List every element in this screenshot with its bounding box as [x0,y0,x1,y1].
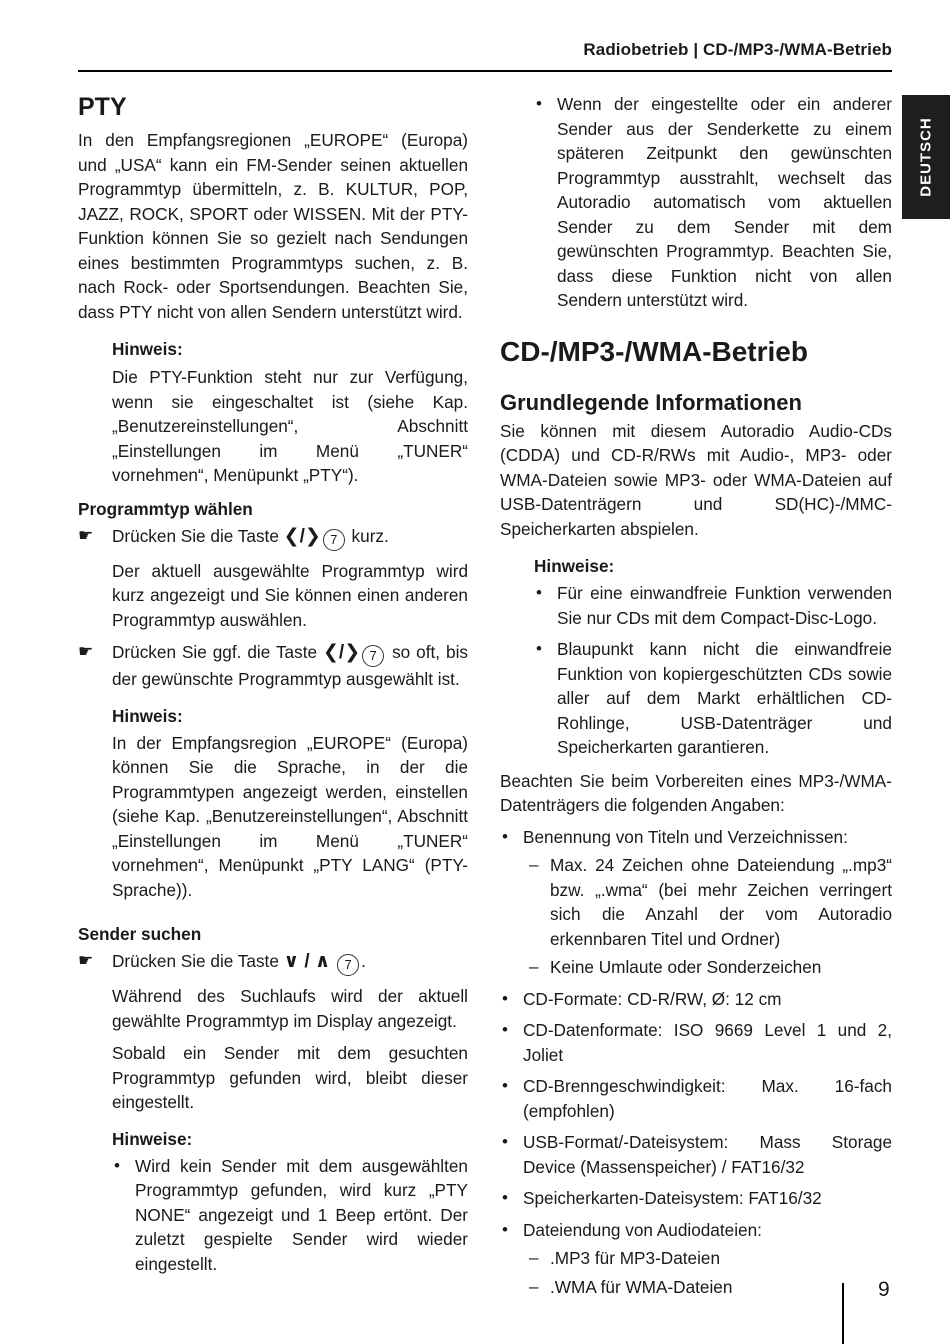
list-item-text: Benennung von Titeln und Verzeichnissen: [523,826,848,847]
dash-marker: – [529,855,539,874]
step-text-end: kurz. [346,525,389,546]
prep-paragraph: Beachten Sie beim Vorbereiten eines MP3-/WMA-Datenträgers die folgenden Angaben: [500,770,892,815]
header-title: Radiobetrieb | CD-/MP3-/WMA-Betrieb [583,40,892,59]
list-item-text: Blaupunkt kann nicht die einwandfreie Funktion von kopiergeschützten CDs sowie aller auf dem Markt erhältlichen CD-Rohlinge, USB-Datenträger und Speicherkarten garantieren. [557,639,892,757]
note-title-3: Hinweise: [112,1128,193,1149]
sub-list-item [523,1275,892,1300]
list-item-text: Wird kein Sender mit dem ausgewählten Programmtyp gefunden, wird kurz „PTY NONE“ angezeigt und 1 Beep ertönt. Der zuletzt gespielte Sender wird wieder eingestellt. [135,1155,468,1274]
list-item [500,1186,892,1211]
list-item-text: CD-Brenngeschwindigkeit: Max. 16-fach (empfohlen) [523,1076,892,1121]
programmtyp-heading: Programmtyp wählen [78,498,253,519]
dash-marker: – [529,957,539,976]
sub-list-item-text: Keine Umlaute oder Sonderzeichen [550,957,822,977]
note-box-1 [112,337,468,488]
note-text-2: In der Empfangsregion „EUROPE“ (Europa) können Sie die Sprache, in der die Programmtypen angezeigt werden, einstellen (siehe Kap. „Benutzereinstellungen“, Abschnitt „Einstellungen im Menü „TUNER“ vornehmen“, Menüpunkt „PTY LANG“ (PTY-Sprache)). [112,732,468,900]
bullet-marker: • [502,1188,508,1207]
bullet-marker: • [536,583,542,602]
sub-list-item-text: Max. 24 Zeichen ohne Dateiendung „.mp3“ bzw. „.wma“ (bei mehr Zeichen verringert sich die Anzahl der vom Autoradio erkennbaren Titel und Ordner) [550,855,892,949]
step-result: Der aktuell ausgewählte Programmtyp wird kurz angezeigt und Sie können einen anderen Programmtyp auswählen. [112,560,468,630]
list-item [500,987,892,1012]
dash-marker: – [529,1276,539,1296]
bullet-marker: • [536,94,542,113]
list-item [500,1074,892,1123]
bullet-marker: • [114,1155,120,1175]
sender-suchen-heading: Sender suchen [78,924,202,944]
page-header [78,38,892,72]
bullet-marker: • [502,1132,508,1151]
button-7-icon: 7 [337,954,359,976]
note-title-1: Hinweis: [112,339,183,359]
list-item [534,92,892,313]
list-item-text: Dateiendung von Audiodateien: [523,1219,762,1240]
bullet-marker: • [502,826,508,846]
info-heading: Grundlegende Informationen [500,389,802,415]
pty-paragraph: In den Empfangsregionen „EUROPE“ (Europa) und „USA“ kann ein FM-Sender seinen aktuellen Programmtyp übermitteln, z. B. KULTUR, POP, JAZZ, ROCK, SPORT oder WISSEN. Mit der PTY-Funktion können Sie so gezielt nach Sendungen eines bestimmten Programmtyps suchen, z. B. nach Rock- oder Sportsendungen. Beachten Sie, dass PTY nicht von allen Sendern unterstützt wird. [78,130,468,322]
list-item [500,1018,892,1067]
step-select-repeat [78,640,468,692]
left-right-arrow-icon: ❮/❯ [283,525,321,547]
sub-list-item-text: .MP3 für MP3-Dateien [550,1248,721,1268]
language-tab [902,95,950,219]
list-item-text: CD-Datenformate: ISO 9669 Level 1 und 2, Joliet [523,1020,892,1065]
button-7-icon: 7 [323,529,345,551]
hand-pointer-icon: ☛ [78,525,94,545]
list-item-text: USB-Format/-Dateisystem: Mass Storage Device (Massenspeicher) / FAT16/32 [523,1132,892,1177]
list-item [500,1130,892,1179]
note-box-2 [112,704,468,903]
list-item-text: Für eine einwandfreie Funktion verwenden Sie nur CDs mit dem Compact-Disc-Logo. [557,583,892,628]
sub-list-item [523,955,892,980]
notes-box [534,554,892,760]
step-text: Drücken Sie die Taste [112,525,284,546]
step-text: Drücken Sie die Taste [112,951,284,971]
note-text-1: Die PTY-Funktion steht nur zur Verfügung, wenn sie eingeschaltet ist (siehe Kap. „Benutzereinstellungen“, Abschnitt „Einstellungen im Menü „TUNER“ vornehmen“, Menüpunkt „PTY“). [112,367,468,485]
step-select-type [78,524,468,551]
list-item-text: CD-Formate: CD-R/RW, Ø: 12 cm [523,988,782,1009]
list-item [500,825,892,980]
list-item [500,1218,892,1300]
left-column [78,92,468,1276]
right-column [500,92,892,1299]
search-result-1: Während des Suchlaufs wird der aktuell gewählte Programmtyp im Display angezeigt. [112,986,468,1031]
sub-list-item [523,1246,892,1271]
step-text-end: . [361,951,366,971]
note-title-2: Hinweis: [112,705,183,726]
search-result-2: Sobald ein Sender mit dem gesuchten Programmtyp gefunden wird, bleibt dieser eingestellt. [112,1043,468,1112]
bullet-marker: • [502,988,508,1008]
button-7-icon: 7 [362,645,384,667]
hand-pointer-icon: ☛ [78,642,94,661]
hand-pointer-icon: ☛ [78,951,94,970]
list-item [112,1154,468,1277]
bullet-marker: • [536,639,542,658]
list-item-text: Speicherkarten-Dateisystem: FAT16/32 [523,1188,822,1208]
language-tab-label: DEUTSCH [917,117,935,197]
page-number: 9 [878,1278,890,1301]
info-paragraph: Sie können mit diesem Autoradio Audio-CDs (CDDA) und CD-R/RWs mit Audio-, MP3- oder WMA-Dateien sowie MP3- oder WMA-Dateien auf USB-Datenträgern und SD(HC)-/MMC-Speicherkarten abspielen. [500,420,892,539]
step-search [78,949,468,976]
pty-heading: PTY [78,93,127,121]
list-item [534,637,892,760]
step-text-end: so oft, bis der gewünschte Programmtyp ausgewählt ist. [112,642,468,689]
page-number-divider [842,1283,844,1344]
bullet-marker: • [502,1219,508,1239]
step-text: Drücken Sie ggf. die Taste [112,642,323,662]
cd-section-heading: CD-/MP3-/WMA-Betrieb [500,335,808,367]
bullet-marker: • [502,1020,508,1039]
sub-list-item-text: .WMA für WMA-Dateien [550,1276,733,1297]
notes-title: Hinweise: [534,556,615,576]
list-item-text: Wenn der eingestellte oder ein anderer Sender aus der Senderkette zu einem späteren Zeitpunkt den gewünschten Programmtyp ausstrahlt, wechselt das Autoradio automatisch vom aktuellen Sender zu dem Sender mit dem gewünschten Programmtyp. Beachten Sie, dass diese Funktion nicht von allen Sendern unterstützt wird. [557,94,892,310]
down-up-arrow-icon: ∨ / ∧ [283,951,331,972]
bullet-marker: • [502,1076,508,1095]
left-right-arrow-icon: ❮/❯ [323,642,361,663]
dash-marker: – [529,1248,539,1267]
sub-list-item [523,853,892,951]
list-item [534,581,892,630]
note-box-3 [112,1127,468,1277]
